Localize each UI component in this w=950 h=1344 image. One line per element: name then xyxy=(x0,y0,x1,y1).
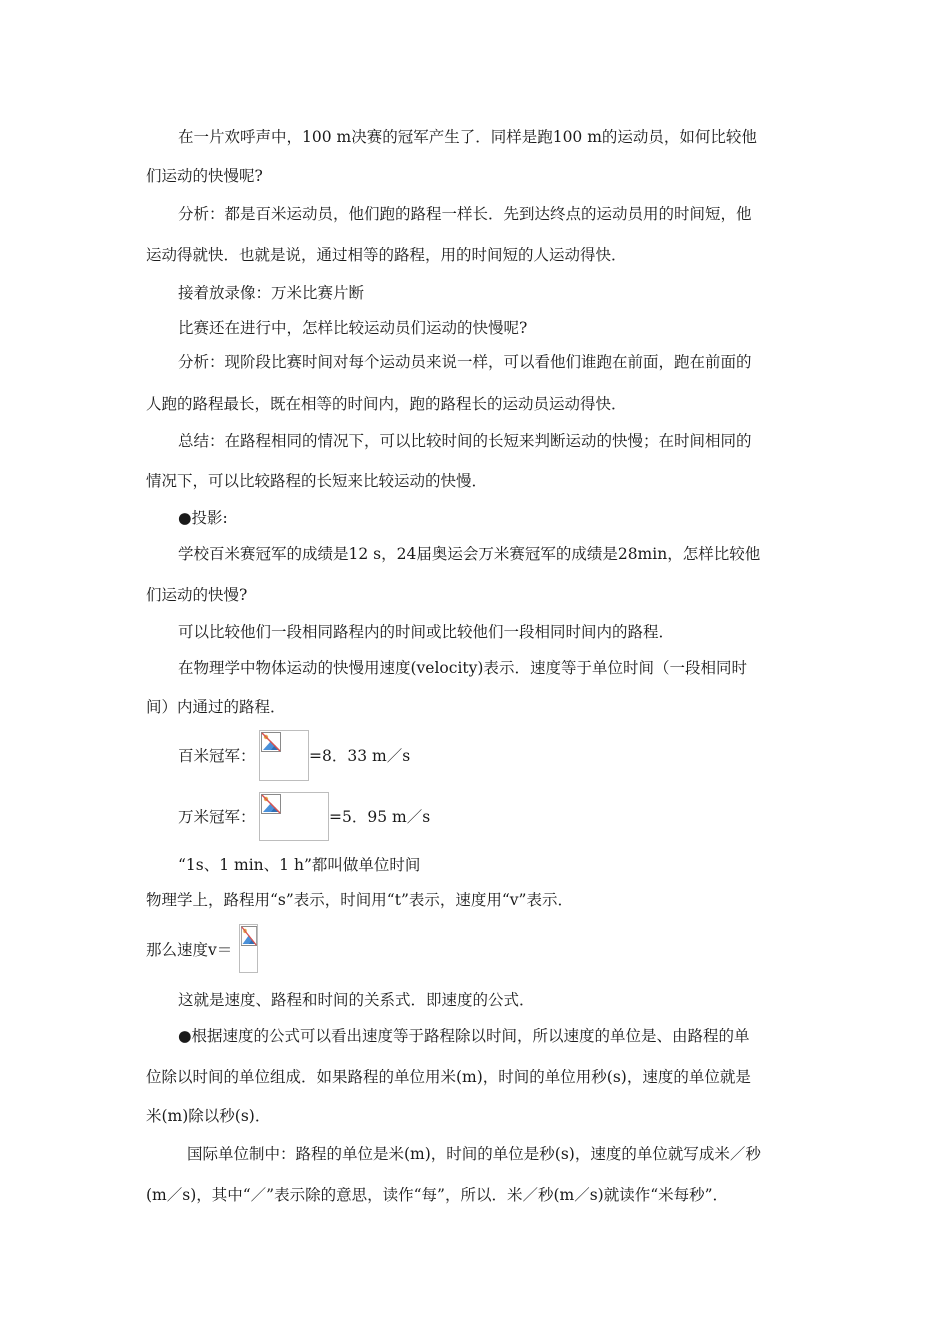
formula-value: =8．33 m／s xyxy=(309,747,411,765)
paragraph-line: 运动得就快．也就是说，通过相等的路程，用的时间短的人运动得快． xyxy=(146,246,627,264)
formula-image xyxy=(259,730,309,781)
formula-image xyxy=(259,792,329,841)
paragraph-line: 人跑的路程最长，既在相等的时间内，跑的路程长的运动员运动得快． xyxy=(146,395,627,413)
formula-value: =5．95 m／s xyxy=(329,808,431,826)
paragraph-line: 比赛还在进行中，怎样比较运动员们运动的快慢呢? xyxy=(178,319,528,337)
paragraph-line: 米(m)除以秒(s)． xyxy=(146,1107,271,1125)
broken-image-icon xyxy=(241,926,257,946)
paragraph-line: ●根据速度的公式可以看出速度等于路程除以时间，所以速度的单位是、由路程的单 xyxy=(178,1027,750,1045)
paragraph-line: 位除以时间的单位组成．如果路程的单位用米(m)，时间的单位用秒(s)，速度的单位就是 xyxy=(146,1068,751,1086)
paragraph-line: 接着放录像：万米比赛片断 xyxy=(178,284,365,302)
paragraph-line: 在一片欢呼声中，100 m决赛的冠军产生了．同样是跑100 m的运动员，如何比较他 xyxy=(178,128,757,146)
paragraph-line: ●投影: xyxy=(178,509,228,527)
paragraph-line: 物理学上，路程用“s”表示，时间用“t”表示，速度用“v”表示． xyxy=(146,891,573,909)
paragraph-line: 分析：现阶段比赛时间对每个运动员来说一样，可以看他们谁跑在前面，跑在前面的 xyxy=(178,353,752,371)
paragraph-line: 这就是速度、路程和时间的关系式．即速度的公式． xyxy=(178,991,535,1009)
formula-label: 万米冠军： xyxy=(178,808,256,826)
paragraph-line: 间）内通过的路程． xyxy=(146,698,286,716)
broken-image-icon xyxy=(261,732,281,752)
paragraph-line: 们运动的快慢? xyxy=(146,586,248,604)
formula-image xyxy=(239,924,258,973)
paragraph-line: 国际单位制中：路程的单位是米(m)，时间的单位是秒(s)，速度的单位就写成米／秒 xyxy=(187,1145,761,1163)
paragraph-line: 总结：在路程相同的情况下，可以比较时间的长短来判断运动的快慢；在时间相同的 xyxy=(178,432,752,450)
formula-label: 百米冠军： xyxy=(178,747,256,765)
paragraph-line: 情况下，可以比较路程的长短来比较运动的快慢． xyxy=(146,472,488,490)
paragraph-line: 分析：都是百米运动员，他们跑的路程一样长．先到达终点的运动员用的时间短，他 xyxy=(178,205,752,223)
paragraph-line: (m／s)，其中“／”表示除的意思，读作“每”，所以．米／秒(m／s)就读作“米每秒”． xyxy=(146,1186,729,1204)
paragraph-line: 学校百米赛冠军的成绩是12 s，24届奥运会万米赛冠军的成绩是28min，怎样比较他 xyxy=(178,545,761,563)
paragraph-line: 们运动的快慢呢? xyxy=(146,167,263,185)
paragraph-line: 在物理学中物体运动的快慢用速度(velocity)表示．速度等于单位时间（一段相同时 xyxy=(178,659,747,677)
paragraph-line: “1s、1 min、1 h”都叫做单位时间 xyxy=(178,856,421,874)
paragraph-line: 可以比较他们一段相同路程内的时间或比较他们一段相同时间内的路程． xyxy=(178,623,675,641)
paragraph-line: 那么速度v＝ xyxy=(146,941,233,959)
broken-image-icon xyxy=(261,794,281,814)
